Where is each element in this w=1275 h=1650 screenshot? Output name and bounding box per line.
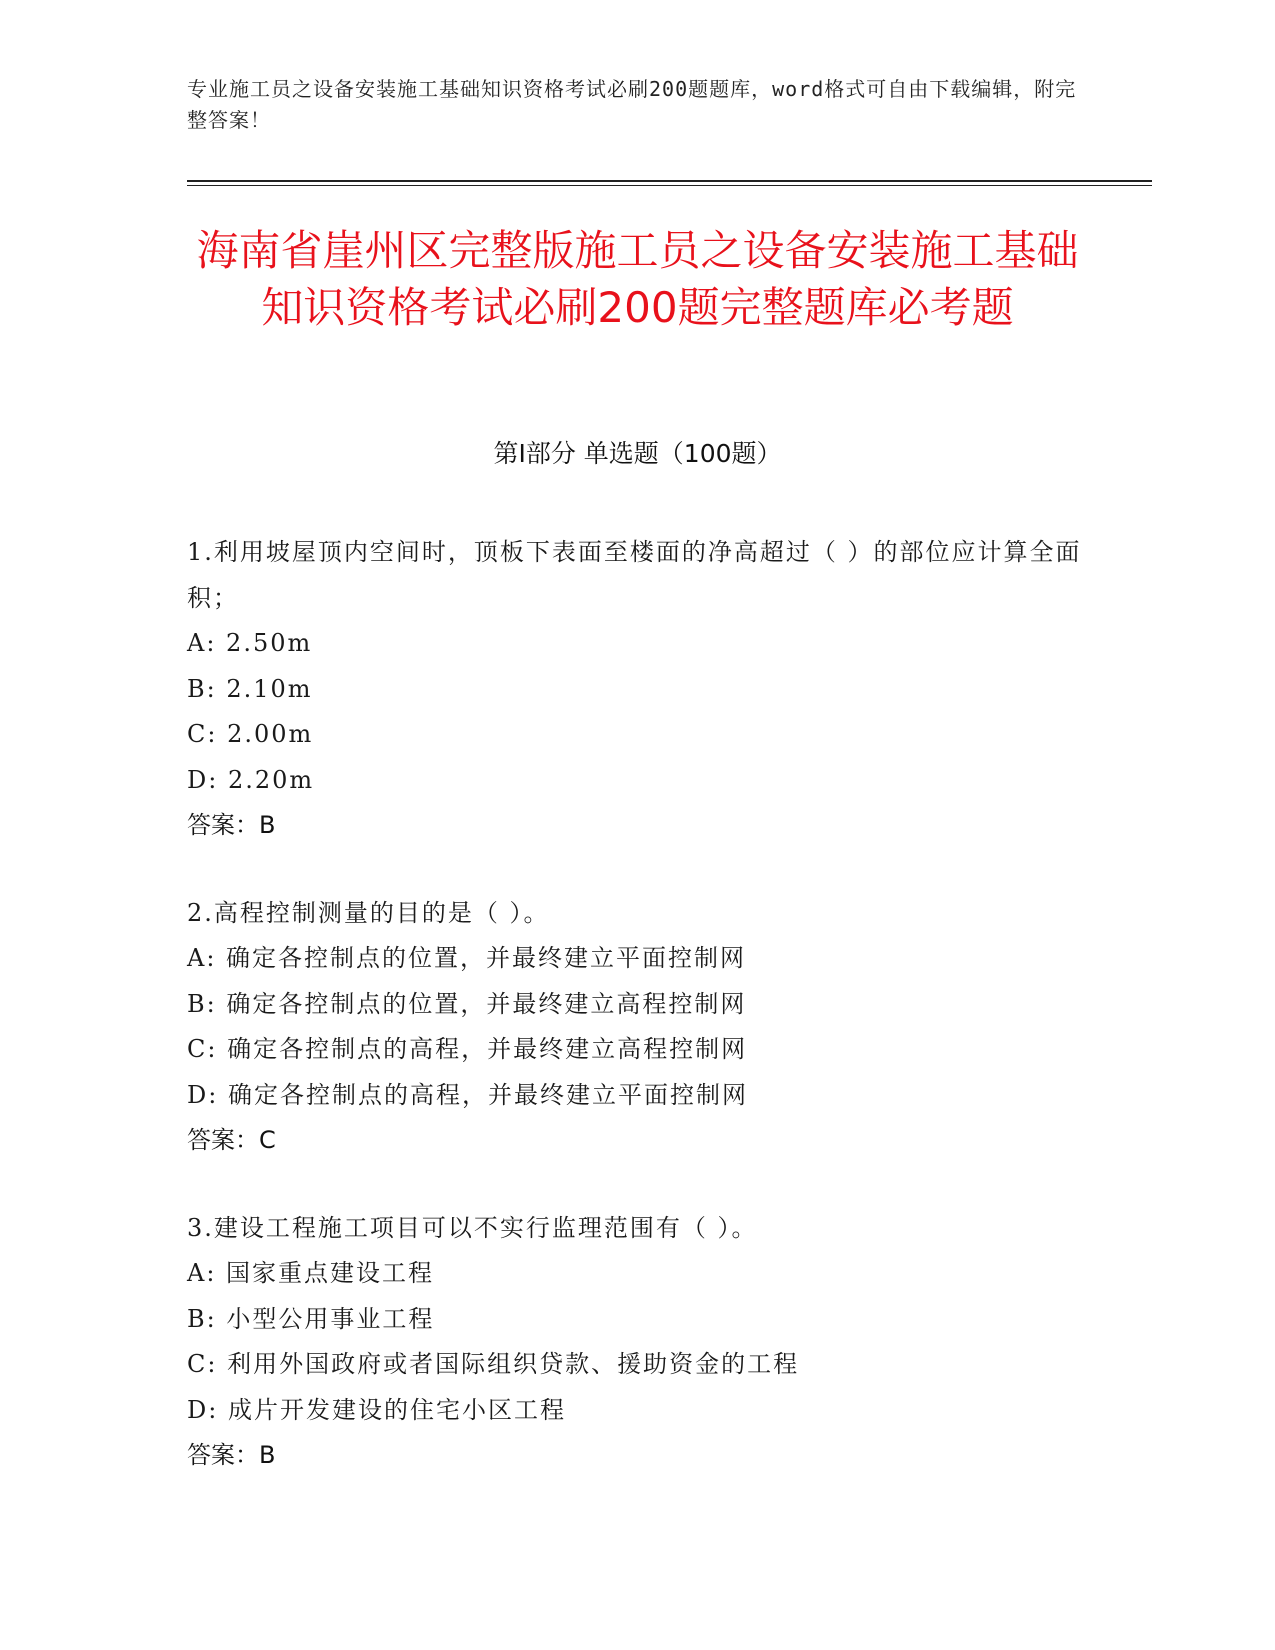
option-c: C: 确定各控制点的高程，并最终建立高程控制网 <box>187 1035 748 1063</box>
option-b: B: 小型公用事业工程 <box>187 1304 435 1333</box>
question-3 <box>187 1206 1087 1479</box>
question-2 <box>187 891 1087 1164</box>
question-text: 1.利用坡屋顶内空间时，顶板下表面至楼面的净高超过（ ）的部位应计算全面积； <box>187 538 1082 612</box>
answer: 答案：B <box>187 1441 276 1469</box>
section-title: 第I部分 单选题（100题） <box>493 439 782 468</box>
option-a: A: 2.50m <box>187 629 313 657</box>
option-a: A: 确定各控制点的位置，并最终建立平面控制网 <box>187 944 747 972</box>
question-list <box>187 530 1087 1521</box>
option-d: D: 2.20m <box>187 765 315 794</box>
option-d: D: 成片开发建设的住宅小区工程 <box>187 1395 566 1424</box>
document-title: 海南省崖州区完整版施工员之设备安装施工基础知识资格考试必刷200题完整题库必考题 <box>196 226 1079 332</box>
question-text: 3.建设工程施工项目可以不实行监理范围有（ ）。 <box>187 1213 758 1242</box>
answer: 答案：C <box>187 1126 276 1154</box>
option-b: B: 2.10m <box>187 674 313 703</box>
option-c: C: 利用外国政府或者国际组织贷款、援助资金的工程 <box>187 1350 800 1378</box>
option-c: C: 2.00m <box>187 720 314 748</box>
header-rule-thin <box>187 185 1152 186</box>
answer: 答案：B <box>187 811 276 839</box>
option-b: B: 确定各控制点的位置，并最终建立高程控制网 <box>187 989 747 1018</box>
header-rule-thick <box>187 180 1152 182</box>
question-text: 2.高程控制测量的目的是（ ）。 <box>187 898 550 927</box>
question-1 <box>187 530 1087 849</box>
option-a: A: 国家重点建设工程 <box>187 1259 435 1287</box>
header-note: 专业施工员之设备安装施工基础知识资格考试必刷200题题库，word格式可自由下载编辑，附完整答案！ <box>187 77 1077 132</box>
option-d: D: 确定各控制点的高程，并最终建立平面控制网 <box>187 1080 748 1109</box>
